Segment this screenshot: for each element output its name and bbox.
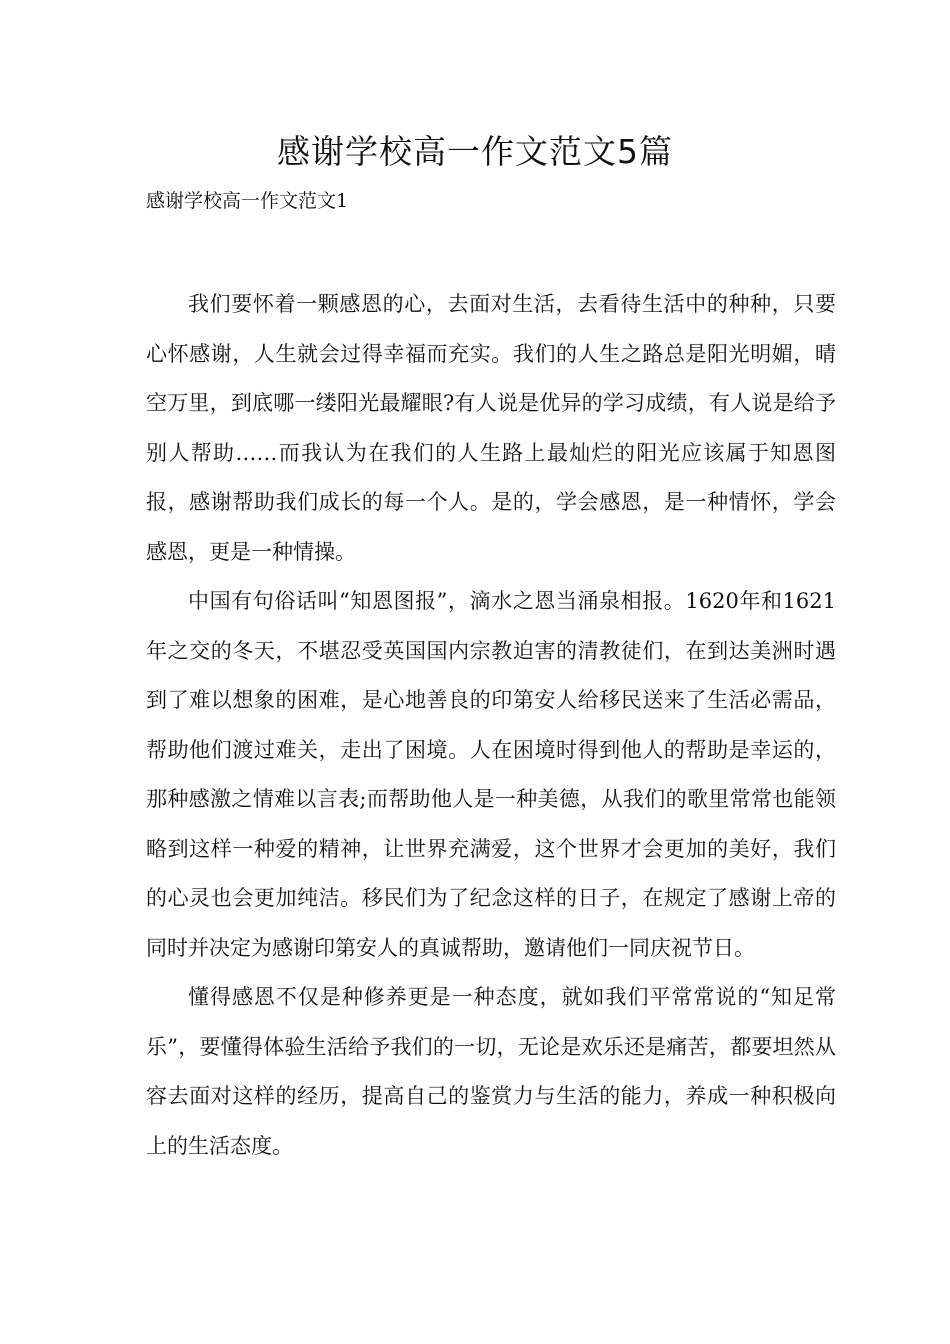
paragraph-2: 中国有句俗话叫“知恩图报”，滴水之恩当涌泉相报。1620年和1621年之交的冬天，不堪忍受英国国内宗教迫害的清教徒们，在到达美洲时遇到了难以想象的困难，是心地善良的印第安人给移民送来了生活必需品，帮助他们渡过难关，走出了困境。人在困境时得到他人的帮助是幸运的，那种感激之情难以言表;而帮助他人是一种美德，从我们的歌里常常也能领略到这样一种爱的精神，让世界充满爱，这个世界才会更加的美好，我们的心灵也会更加纯洁。移民们为了纪念这样的日子，在规定了感谢上帝的同时并决定为感谢印第安人的真诚帮助，邀请他们一同庆祝节日。 (146, 589, 836, 960)
essay-body (146, 280, 836, 1171)
paragraph-1: 我们要怀着一颗感恩的心，去面对生活，去看待生活中的种种，只要心怀感谢，人生就会过得幸福而充实。我们的人生之路总是阳光明媚，晴空万里，到底哪一缕阳光最耀眼?有人说是优异的学习成绩，有人说是给予别人帮助……而我认为在我们的人生路上最灿烂的阳光应该属于知恩图报，感谢帮助我们成长的每一个人。是的，学会感恩，是一种情怀，学会感恩，更是一种情操。 (146, 292, 836, 564)
document-title: 感谢学校高一作文范文5篇 (277, 132, 673, 171)
paragraph-3: 懂得感恩不仅是种修养更是一种态度，就如我们平常常说的“知足常乐”，要懂得体验生活给予我们的一切，无论是欢乐还是痛苦，都要坦然从容去面对这样的经历，提高自己的鉴赏力与生活的能力，养成一种积极向上的生活态度。 (146, 985, 836, 1158)
essay-heading: 感谢学校高一作文范文1 (146, 190, 349, 212)
